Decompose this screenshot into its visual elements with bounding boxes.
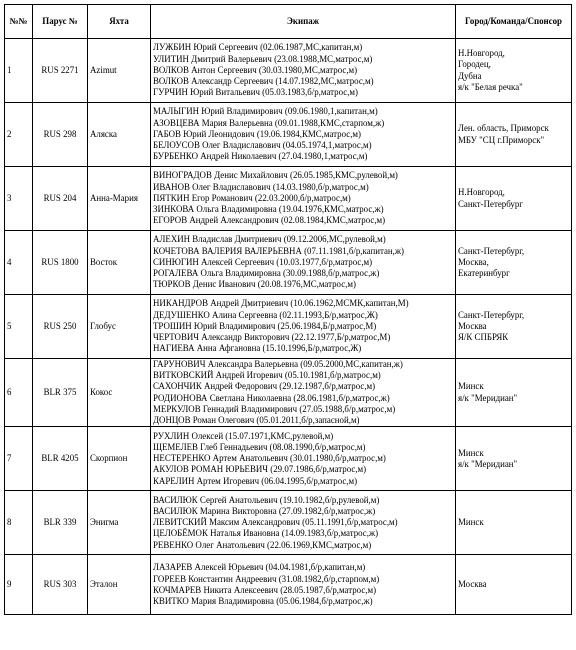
cell-city [456,39,572,103]
crew-member: ЧЕРТОВИЧ Александр Викторович (22.12.1977,Б/р,матрос,М) [153,332,391,343]
table-row [5,167,572,231]
cell-sail: RUS 2271 [33,39,88,103]
cell-yacht: Глобус [88,295,151,359]
cell-city [456,167,572,231]
header-city: Город/Команда/Спонсор [456,5,572,39]
crew-member: КАРЕЛИН Артем Игоревич (06.04.1995,б/р,матрос,м) [153,475,358,486]
crew-member: АКУЛОВ РОМАН ЮРЬЕВИЧ (29.07.1986,б/р,матрос,м) [153,464,367,475]
city-line: Санкт-Петербург [458,198,523,209]
table-row [5,295,572,359]
city-line: Москва [458,579,487,590]
crew-member: АЛЕХИН Владислав Дмитриевич (09.12.2006,МС,рулевой,м) [153,234,386,245]
cell-num: 1 [5,39,33,103]
city-line: Москва [458,320,487,331]
cell-num: 4 [5,231,33,295]
crew-member: ЕГОРОВ Андрей Александрович (02.08.1984,КМС,матрос,м) [153,215,386,226]
cell-yacht: Скорпион [88,427,151,491]
crew-member: ДОНЦОВ Роман Олегович (05.01.2011,б/р,запасной,м) [153,415,360,426]
cell-sail: RUS 250 [33,295,88,359]
cell-crew [151,359,456,427]
crew-member: ГОРЕЕВ Константин Андреевич (31.08.1982,б/р,старпом,м) [153,573,380,584]
cell-yacht: Эталон [88,555,151,615]
crew-member: КОЧМАРЕВ Никита Алексеевич (28.05.1987,б/р,матрос,м) [153,584,377,595]
city-line: я/к "Белая речка" [458,81,523,92]
city-line: Я/К СПБРЯК [458,332,509,343]
cell-city [456,231,572,295]
cell-num: 2 [5,103,33,167]
city-line: Минск [458,447,484,458]
crew-member: АЗОВЦЕВА Мария Валерьевна (09.01.1988,КМС,старпом,ж) [153,117,385,128]
city-line: Дубна [458,70,482,81]
city-line: я/к "Меридиан" [458,458,518,469]
crew-member: ИВАНОВ Олег Владиславович (14.03.1980,б/р,матрос,м) [153,181,369,192]
cell-num: 7 [5,427,33,491]
crew-member: ГАБОВ Юрий Леонидович (19.06.1984,КМС,матрос,м) [153,128,361,139]
cell-num: 3 [5,167,33,231]
cell-yacht: Энигма [88,491,151,555]
cell-city [456,491,572,555]
header-num: №№ [5,5,33,39]
cell-sail: RUS 298 [33,103,88,167]
table-row [5,359,572,427]
crew-member: ЗИНКОВА Ольга Владимировна (19.04.1976,КМС,матрос,ж) [153,204,384,215]
crew-member: ВОЛКОВ Антон Сергеевич (30.03.1980,МС,матрос,м) [153,64,358,75]
cell-num: 6 [5,359,33,427]
cell-sail: BLR 375 [33,359,88,427]
crew-member: КВИТКО Мария Владимировна (05.06.1984,б/р,матрос,ж) [153,595,373,606]
city-line: Минск [458,381,484,392]
crew-member: САХОНЧИК Андрей Федорович (29.12.1987,б/р,матрос,м) [153,381,376,392]
crew-member: СИНЮГИН Алексей Сергеевич (10.03.1977,б/р,матрос,м) [153,256,373,267]
crew-member: БУРБЕНКО Андрей Николаевич (27.04.1980,1,матрос,м) [153,151,368,162]
city-line: Н.Новгород, [458,187,505,198]
city-line: Москва, [458,256,489,267]
crew-member: ТРОШИН Юрий Владимирович (25.06.1984,Б/р,матрос,М) [153,320,377,331]
crew-member: РУХЛИН Олексей (15.07.1971,КМС,рулевой,м) [153,430,334,441]
crew-member: ГУРЧИН Юрий Витальевич (05.03.1983,б/р,матрос,м) [153,87,358,98]
crew-member: КОЧЕТОВА ВАЛЕРИЯ ВАЛЕРЬЕВНА (07.11.1981,б/р,капитан,ж) [153,245,404,256]
header-yacht: Яхта [88,5,151,39]
crew-table-container [4,4,571,615]
cell-crew [151,427,456,491]
table-row [5,103,572,167]
cell-crew [151,231,456,295]
city-line: Екатеринбург [458,268,510,279]
header-sail: Парус № [33,5,88,39]
crew-member: ВОЛКОВ Александр Сергеевич (14.07.1982,МС,матрос,м) [153,76,374,87]
city-line: Санкт-Петербург, [458,309,525,320]
header-crew: Экипаж [151,5,456,39]
city-line: МБУ "СЦ г.Приморск" [458,134,545,145]
crew-table [4,4,572,615]
cell-num: 8 [5,491,33,555]
cell-yacht: Azimut [88,39,151,103]
crew-member: ЛЕВИТСКИЙ Максим Александрович (05.11.1991,б/р,матрос,м) [153,517,398,528]
cell-sail: BLR 4205 [33,427,88,491]
city-line: Н.Новгород, [458,48,505,59]
table-row [5,555,572,615]
crew-member: НЕСТЕРЕНКО Артем Анатольевич (30.01.1980,б/р,матрос,м) [153,453,386,464]
cell-city [456,295,572,359]
crew-member: ЩЕМЕЛЕВ Глеб Геннадьевич (08.08.1990,б/р,матрос,м) [153,441,366,452]
crew-member: ВИНОГРАДОВ Денис Михайлович (26.05.1985,КМС,рулевой,м) [153,170,398,181]
crew-member: ГАРУНОВИЧ Александра Валерьевна (09.05.2000,МС,капитан,ж) [153,359,403,369]
crew-member: ДЕДУШЕНКО Алина Сергеевна (02.11.1993,Б/р,матрос,Ж) [153,309,378,320]
cell-yacht: Восток [88,231,151,295]
crew-member: РЕВЕНКО Олег Анатольевич (22.06.1969,КМС,матрос,м) [153,539,372,550]
crew-member: ВАСИЛЮК Марина Викторовна (27.09.1982,б/р,матрос,ж) [153,505,376,516]
cell-crew [151,167,456,231]
cell-crew [151,555,456,615]
crew-member: ЛАЗАРЕВ Алексей Юрьевич (04.04.1981,б/р,капитан,м) [153,562,366,573]
cell-crew [151,295,456,359]
city-line: Санкт-Петербург, [458,245,525,256]
cell-crew [151,39,456,103]
table-body [5,39,572,615]
crew-member: ВИТКОВСКИЙ Андрей Игоревич (05.10.1981,б/р,матрос,м) [153,370,381,381]
crew-member: НИКАНДРОВ Андрей Дмитриевич (10.06.1962,МСМК,капитан,М) [153,298,409,309]
crew-member: ТЮРКОВ Денис Иванович (20.08.1976,МС,матрос,м) [153,279,356,290]
city-line: я/к "Меридиан" [458,392,518,403]
cell-sail: BLR 339 [33,491,88,555]
crew-member: РОДИОНОВА Светлана Николаевна (28.06.1981,б/р,матрос,ж) [153,392,390,403]
cell-crew [151,491,456,555]
city-line: Городец, [458,59,491,70]
crew-member: РОГАЛЕВА Ольга Владимировна (30.09.1988,б/р,матрос,ж) [153,268,380,279]
crew-member: ЦЕЛОБЁМОК Наталья Ивановна (14.09.1983,б/р,матрос,ж) [153,528,379,539]
cell-city [456,103,572,167]
cell-sail: RUS 303 [33,555,88,615]
cell-yacht: Кокос [88,359,151,427]
cell-num: 5 [5,295,33,359]
city-line: Лен. область, Приморск [458,123,549,134]
crew-member: НАГИЕВА Анна Афгановна (15.10.1996,Б/р,матрос,Ж) [153,343,362,354]
table-row [5,491,572,555]
city-line: Минск [458,517,484,528]
header-row [5,5,572,39]
table-row [5,39,572,103]
cell-city [456,427,572,491]
table-row [5,231,572,295]
cell-yacht: Анна-Мария [88,167,151,231]
crew-member: УЛИТИН Дмитрий Валерьевич (23.08.1988,МС,матрос,м) [153,53,373,64]
crew-member: ВАСИЛЮК Сергей Анатольевич (19.10.1982,б/р,рулевой,м) [153,494,380,505]
cell-crew [151,103,456,167]
crew-member: ПЯТКИН Егор Романович (22.03.2000,б/р,матрос,м) [153,192,351,203]
crew-member: МАЛЫГИН Юрий Владимирович (09.06.1980,1,капитан,м) [153,106,378,117]
crew-member: ЛУЖБИН Юрий Сергеевич (02.06.1987,МС,капитан,м) [153,42,363,53]
cell-sail: RUS 204 [33,167,88,231]
cell-num: 9 [5,555,33,615]
cell-sail: RUS 1800 [33,231,88,295]
table-row [5,427,572,491]
cell-city [456,359,572,427]
crew-member: БЕЛОУСОВ Олег Владиславович (04.05.1974,1,матрос,м) [153,140,372,151]
crew-member: МЕРКУЛОВ Геннадий Владимирович (27.05.1988,б/р,матрос,м) [153,403,396,414]
cell-city [456,555,572,615]
cell-yacht: Аляска [88,103,151,167]
